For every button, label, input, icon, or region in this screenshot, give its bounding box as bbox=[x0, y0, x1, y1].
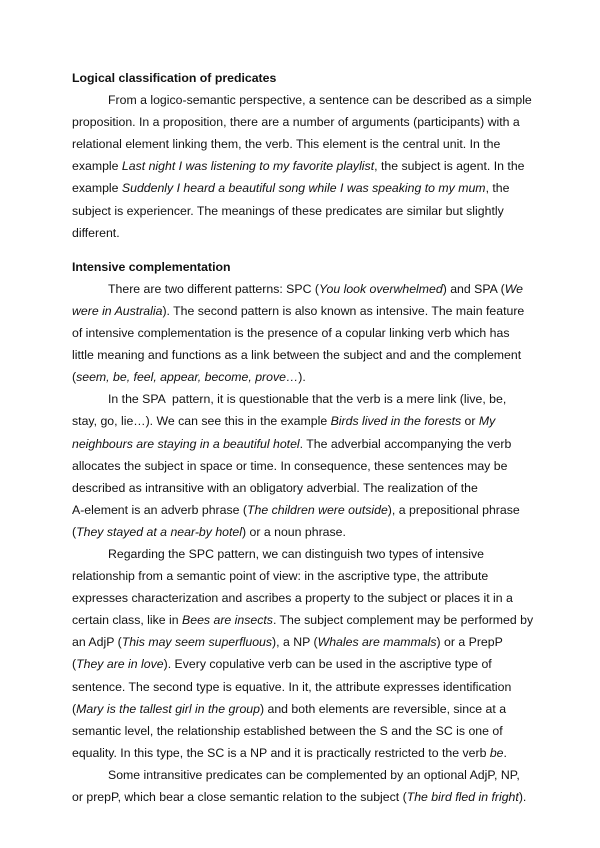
text-line bbox=[72, 764, 600, 786]
example-verbs: seem, be, feel, appear, become, prove… bbox=[76, 370, 299, 385]
text-line bbox=[72, 133, 600, 155]
text-run: relational element linking them, the verb. This element is the central unit. In the bbox=[72, 137, 501, 152]
paragraph bbox=[72, 278, 600, 388]
text-run: sentence. The second type is equative. In it, the attribute expresses identification bbox=[72, 679, 512, 694]
text-run: expresses characterization and ascribes a property to the subject or places it in a bbox=[72, 591, 513, 606]
text-run: ), a prepositional phrase bbox=[387, 502, 520, 517]
example-sentence: Birds lived in the forests bbox=[330, 414, 462, 429]
text-run: or bbox=[461, 414, 479, 429]
text-run: different. bbox=[72, 225, 120, 240]
example-sentence: The bird fled in fright bbox=[406, 790, 519, 804]
text-run: subject is experiencer. The meanings of these predicates are similar but slightly bbox=[72, 203, 504, 218]
text-run: ) and SPA ( bbox=[442, 281, 505, 296]
text-run: ( bbox=[72, 370, 77, 385]
text-line bbox=[72, 676, 600, 698]
text-run: ). bbox=[298, 370, 306, 385]
text-line bbox=[72, 111, 600, 133]
text-run: example bbox=[72, 181, 122, 196]
text-run: proposition. In a proposition, there are a number of arguments (participants) with a bbox=[72, 115, 520, 130]
text-run: allocates the subject in space or time. In consequence, these sentences may be bbox=[72, 458, 508, 473]
text-run: ) or a PrepP bbox=[436, 635, 503, 650]
text-run: There are two different patterns: SPC ( bbox=[108, 281, 319, 296]
paragraph bbox=[72, 89, 600, 244]
text-line bbox=[72, 742, 600, 764]
text-run: example bbox=[72, 159, 122, 174]
text-line bbox=[72, 698, 600, 720]
paragraph bbox=[72, 543, 600, 764]
text-run: . bbox=[503, 745, 507, 760]
text-line bbox=[72, 521, 600, 543]
text-run: stay, go, lie…). We can see this in the example bbox=[72, 414, 331, 429]
text-line bbox=[72, 609, 600, 631]
example-sentence: Bees are insects bbox=[182, 613, 273, 628]
example-sentence: Whales are mammals bbox=[317, 635, 437, 650]
text-run: In the SPA pattern, it is questionable that the verb is a mere link (live, be, bbox=[108, 392, 507, 407]
text-run: , the subject is agent. In the bbox=[374, 159, 525, 174]
text-run: described as intransitive with an obligatory adverbial. The realization of the bbox=[72, 480, 478, 495]
text-run: From a logico-semantic perspective, a sentence can be described as a simple bbox=[108, 93, 532, 108]
text-line bbox=[72, 477, 600, 499]
section-intensive-complementation bbox=[72, 256, 600, 808]
text-run: certain class, like in bbox=[72, 613, 183, 628]
example-sentence: They are in love bbox=[76, 657, 164, 672]
text-line bbox=[72, 720, 600, 742]
text-run: ). The second pattern is also known as intensive. The main feature bbox=[162, 303, 525, 318]
text-line bbox=[72, 499, 600, 521]
text-run: Regarding the SPC pattern, we can distinguish two types of intensive bbox=[108, 546, 484, 561]
text-run: ( bbox=[72, 701, 77, 716]
text-line bbox=[72, 300, 600, 322]
example-sentence: Suddenly I heard a beautiful song while I was speaking to my mum bbox=[121, 181, 486, 196]
example-sentence: The children were outside bbox=[246, 502, 388, 517]
text-line bbox=[72, 322, 600, 344]
text-line bbox=[72, 631, 600, 653]
paragraph bbox=[72, 764, 600, 808]
text-run: Some intransitive predicates can be complemented by an optional AdjP, NP, bbox=[108, 767, 520, 782]
text-run: ( bbox=[72, 524, 77, 539]
text-run: or prepP, which bear a close semantic relation to the subject ( bbox=[72, 790, 407, 804]
text-run: ) and both elements are reversible, since at a bbox=[259, 701, 507, 716]
text-run: ( bbox=[72, 657, 77, 672]
text-line bbox=[72, 543, 600, 565]
text-run: an AdjP ( bbox=[72, 635, 122, 650]
text-run: A-element is an adverb phrase ( bbox=[72, 502, 247, 517]
example-sentence: They stayed at a near-by hotel bbox=[76, 524, 242, 539]
text-line bbox=[72, 344, 600, 366]
text-line bbox=[72, 455, 600, 477]
example-sentence: We bbox=[504, 281, 523, 296]
example-sentence: were in Australia bbox=[72, 303, 163, 318]
text-run: relationship from a semantic point of view: in the ascriptive type, the attribute bbox=[72, 569, 489, 584]
text-line bbox=[72, 200, 600, 222]
text-run: , the bbox=[485, 181, 510, 196]
example-sentence: You look overwhelmed bbox=[318, 281, 443, 296]
text-line bbox=[72, 410, 600, 432]
text-run: ). Every copulative verb can be used in the ascriptive type of bbox=[163, 657, 492, 672]
text-line bbox=[72, 587, 600, 609]
section-heading: Logical classification of predicates bbox=[72, 71, 277, 85]
text-line bbox=[72, 155, 600, 177]
text-run: little meaning and functions as a link between the subject and and the complement bbox=[72, 348, 522, 363]
text-run: ). bbox=[518, 790, 527, 804]
text-run: of intensive complementation is the presence of a copular linking verb which has bbox=[72, 326, 510, 341]
text-line bbox=[72, 89, 600, 111]
example-sentence: This may seem superfluous bbox=[121, 635, 273, 650]
text-run: equality. In this type, the SC is a NP and it is practically restricted to the verb bbox=[72, 745, 490, 760]
text-line bbox=[72, 222, 600, 244]
text-line bbox=[72, 653, 600, 675]
example-sentence: My bbox=[478, 414, 496, 429]
text-run: . The subject complement may be performed by bbox=[272, 613, 534, 628]
text-run: ), a NP ( bbox=[272, 635, 318, 650]
example-sentence: Last night I was listening to my favorite playlist bbox=[121, 159, 375, 174]
text-line bbox=[72, 278, 600, 300]
text-run: . The adverbial accompanying the verb bbox=[299, 436, 512, 451]
example-sentence: Mary is the tallest girl in the group bbox=[76, 701, 260, 716]
text-line bbox=[72, 786, 600, 808]
text-line bbox=[72, 565, 600, 587]
text-line bbox=[72, 433, 600, 455]
text-run: ) or a noun phrase. bbox=[242, 524, 346, 539]
text-run: semantic level, the relationship established between the S and the SC is one of bbox=[72, 723, 503, 738]
text-line bbox=[72, 177, 600, 199]
example-verb: be bbox=[489, 745, 504, 760]
example-sentence: neighbours are staying in a beautiful hotel bbox=[72, 436, 300, 451]
section-logical-classification bbox=[72, 67, 600, 244]
text-line bbox=[72, 366, 600, 388]
paragraph bbox=[72, 388, 600, 543]
section-heading: Intensive complementation bbox=[72, 259, 231, 274]
text-line bbox=[72, 388, 600, 410]
